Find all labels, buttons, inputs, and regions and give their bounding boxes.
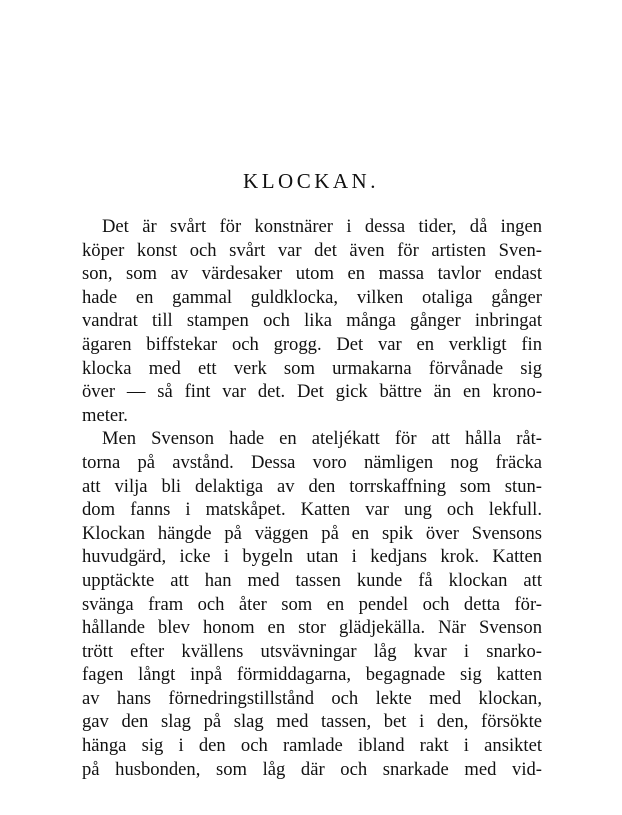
text-line: Klockan hängde på väggen på en spik över Svensons [82, 522, 542, 544]
text-line: vandrat till stampen och lika många gånger inbringat [82, 310, 542, 332]
text-line: dom fanns i matskåpet. Katten var ung och lekfull. [82, 499, 542, 521]
text-line: hållande blev honom en stor glädjekälla. När Svenson [82, 617, 542, 639]
text-line: meter. [82, 404, 128, 426]
text-line: att vilja bli delaktiga av den torrskaffning som stun- [82, 475, 542, 497]
text-line: hänga sig i den och ramlade ibland rakt i ansiktet [82, 735, 542, 757]
text-line: torna på avstånd. Dessa voro nämligen nog fräcka [82, 451, 542, 473]
text-line: svänga fram och åter som en pendel och detta för- [82, 593, 542, 615]
text-line: köper konst och svårt var det även för artisten Sven- [82, 239, 542, 261]
text-line: hade en gammal guldklocka, vilken otaliga gånger [82, 286, 542, 308]
text-line: ägaren biffstekar och grogg. Det var en verkligt fin [82, 333, 542, 355]
text-line: klocka med ett verk som urmakarna förvånade sig [82, 357, 542, 379]
paragraph-2 [82, 427, 542, 781]
text-line: fagen långt inpå förmiddagarna, begagnade sig katten [82, 664, 542, 686]
body-text [82, 215, 542, 781]
text-line: upptäckte att han med tassen kunde få klockan att [82, 569, 542, 591]
text-line: Men Svenson hade en ateljékatt för att hålla råt- [102, 428, 542, 450]
text-line: Det är svårt för konstnärer i dessa tider, då ingen [102, 216, 542, 237]
text-line: huvudgärd, icke i bygeln utan i kedjans krok. Katten [82, 546, 542, 568]
chapter-title: KLOCKAN. [243, 169, 379, 193]
text-line: trött efter kvällens utsvävningar låg kvar i snarko- [82, 640, 542, 662]
text-line: gav den slag på slag med tassen, bet i den, försökte [82, 711, 542, 733]
text-line: över — så fint var det. Det gick bättre än en krono- [82, 381, 542, 403]
text-line: på husbonden, som låg där och snarkade med vid- [82, 758, 542, 780]
text-line: son, som av värdesaker utom en massa tavlor endast [82, 263, 542, 285]
paragraph-1 [82, 215, 542, 427]
text-line: av hans förnedringstillstånd och lekte med klockan, [82, 687, 542, 709]
